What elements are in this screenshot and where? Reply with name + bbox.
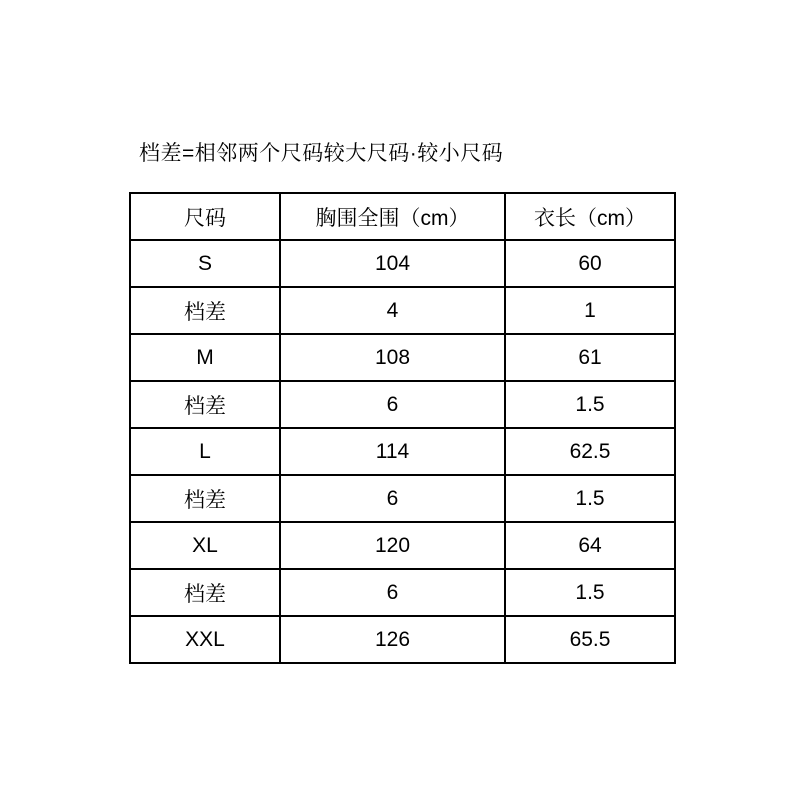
note-text: 档差=相邻两个尺码较大尺码·较小尺码 [139,142,504,165]
cell-bust: 114 [280,428,505,475]
cell-length: 65.5 [505,616,675,663]
cell-bust: 126 [280,616,505,663]
size-chart-table [129,192,676,664]
table-header-row [130,193,675,240]
cell-bust: 104 [280,240,505,287]
column-header-bust: 胸围全围（cm） [280,193,505,240]
cell-bust: 4 [280,287,505,334]
table-row [130,428,675,475]
cell-bust: 6 [280,381,505,428]
cell-length: 62.5 [505,428,675,475]
cell-size: 档差 [130,475,280,522]
cell-size: S [130,240,280,287]
table-row [130,381,675,428]
cell-bust: 108 [280,334,505,381]
cell-bust: 6 [280,475,505,522]
table-row [130,240,675,287]
table-row [130,334,675,381]
cell-size: XXL [130,616,280,663]
table-row [130,475,675,522]
column-header-size: 尺码 [130,193,280,240]
cell-bust: 120 [280,522,505,569]
cell-bust: 6 [280,569,505,616]
cell-length: 1.5 [505,381,675,428]
cell-size: L [130,428,280,475]
cell-length: 1.5 [505,475,675,522]
cell-size: XL [130,522,280,569]
cell-size: M [130,334,280,381]
cell-size: 档差 [130,287,280,334]
cell-size: 档差 [130,381,280,428]
cell-length: 1.5 [505,569,675,616]
table-row [130,616,675,663]
cell-length: 1 [505,287,675,334]
cell-size: 档差 [130,569,280,616]
cell-length: 60 [505,240,675,287]
column-header-length: 衣长（cm） [505,193,675,240]
table-row [130,569,675,616]
cell-length: 64 [505,522,675,569]
table-row [130,522,675,569]
table-row [130,287,675,334]
cell-length: 61 [505,334,675,381]
